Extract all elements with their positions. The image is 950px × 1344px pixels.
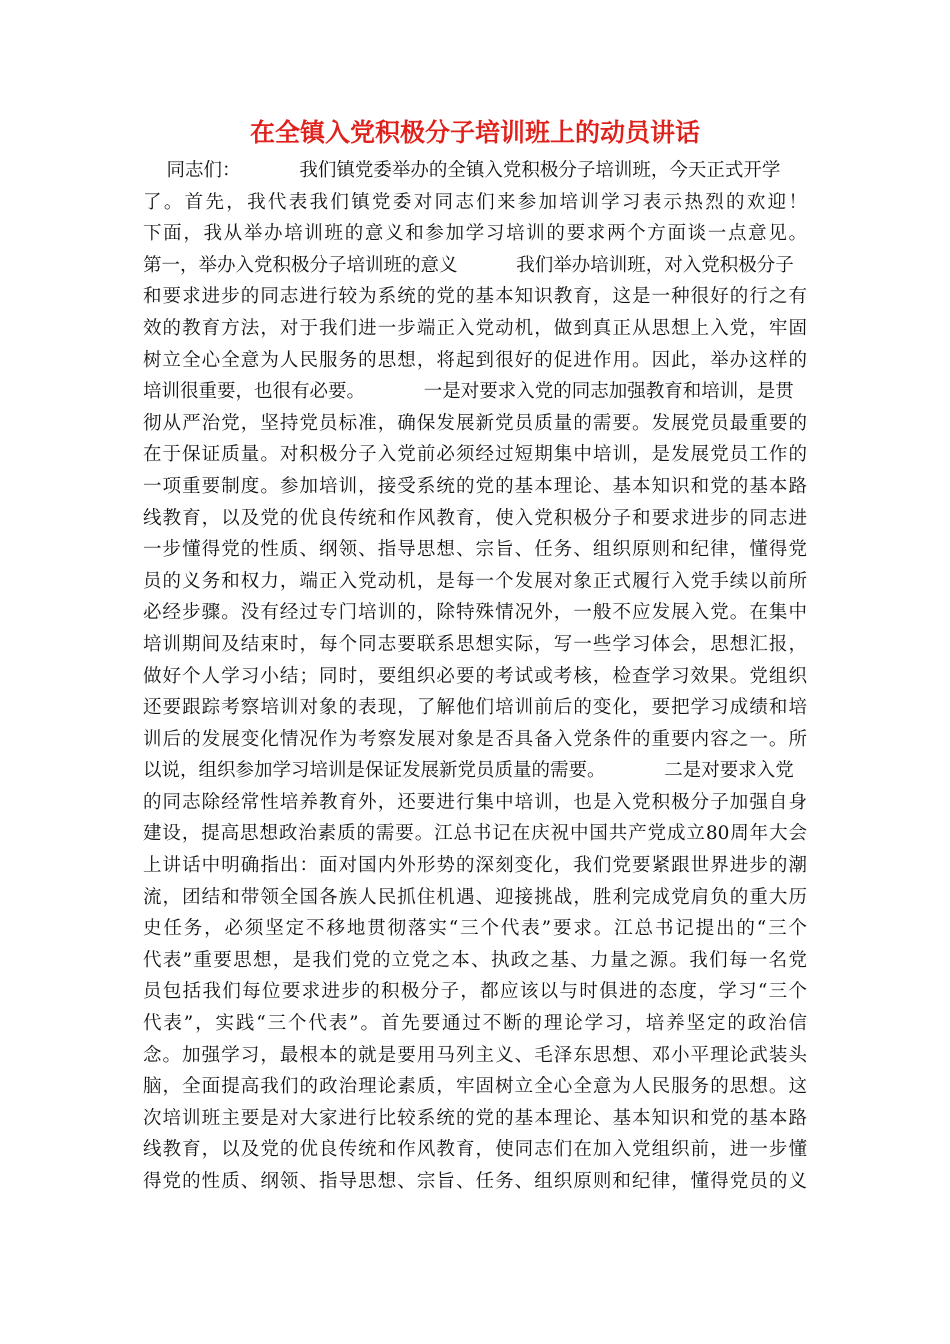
body-line: 线教育，以及党的优良传统和作风教育，使同志们在加入党组织前，进一步懂 <box>143 1139 807 1161</box>
body-line: 以说，组织参加学习培训是保证发展新党员质量的需要。 二是对要求入党 <box>143 760 794 782</box>
body-line: 在于保证质量。对积极分子入党前必须经过短期集中培训，是发展党员工作的 <box>143 444 807 466</box>
body-line: 效的教育方法，对于我们进一步端正入党动机，做到真正从思想上入党，牢固 <box>143 317 807 339</box>
body-line: 培训很重要，也很有必要。 一是对要求入党的同志加强教育和培训，是贯 <box>143 381 794 403</box>
body-line: 一项重要制度。参加培训，接受系统的党的基本理论、基本知识和党的基本路 <box>143 475 807 497</box>
body-line: 念。加强学习，最根本的就是要用马列主义、毛泽东思想、邓小平理论武装头 <box>143 1044 807 1066</box>
body-line: 员包括我们每位要求进步的积极分子，都应该以与时俱进的态度，学习“三个 <box>143 981 807 1003</box>
body-line: 树立全心全意为人民服务的思想，将起到很好的促进作用。因此，举办这样的 <box>143 349 807 371</box>
body-line: 一步懂得党的性质、纲领、指导思想、宗旨、任务、组织原则和纪律，懂得党 <box>143 539 807 561</box>
body-line: 建设，提高思想政治素质的需要。江总书记在庆祝中国共产党成立80周年大会 <box>143 823 807 845</box>
body-line: 培训期间及结束时，每个同志要联系思想实际，写一些学习体会，思想汇报， <box>143 633 807 655</box>
body-line: 和要求进步的同志进行较为系统的党的基本知识教育，这是一种很好的行之有 <box>143 286 807 308</box>
document-title: 在全镇入党积极分子培训班上的动员讲话 <box>249 118 700 147</box>
body-line: 线教育，以及党的优良传统和作风教育，使入党积极分子和要求进步的同志进 <box>143 507 807 529</box>
body-line: 同志们： 我们镇党委举办的全镇入党积极分子培训班，今天正式开学 <box>143 160 781 181</box>
body-line: 史任务，必须坚定不移地贯彻落实“三个代表”要求。江总书记提出的“三个 <box>143 918 807 940</box>
body-line: 训后的发展变化情况作为考察发展对象是否具备入党条件的重要内容之一。所 <box>143 728 807 750</box>
body-line: 流，团结和带领全国各族人民抓住机遇、迎接挑战，胜利完成党肩负的重大历 <box>143 886 807 908</box>
body-line: 上讲话中明确指出：面对国内外形势的深刻变化，我们党要紧跟世界进步的潮 <box>143 855 807 877</box>
body-line: 脑，全面提高我们的政治理论素质，牢固树立全心全意为人民服务的思想。这 <box>143 1076 807 1098</box>
body-line: 了。首先，我代表我们镇党委对同志们来参加培训学习表示热烈的欢迎！ <box>143 191 807 213</box>
document-body <box>143 155 807 1198</box>
body-line: 代表”，实践“三个代表”。首先要通过不断的理论学习，培养坚定的政治信 <box>143 1013 807 1035</box>
body-line: 还要跟踪考察培训对象的表现，了解他们培训前后的变化，要把学习成绩和培 <box>143 697 807 719</box>
body-line: 员的义务和权力，端正入党动机，是每一个发展对象正式履行入党手续以前所 <box>143 570 807 592</box>
body-line: 做好个人学习小结；同时，要组织必要的考试或考核，检查学习效果。党组织 <box>143 665 807 687</box>
body-line: 次培训班主要是对大家进行比较系统的党的基本理论、基本知识和党的基本路 <box>143 1107 807 1129</box>
body-line: 彻从严治党，坚持党员标准，确保发展新党员质量的需要。发展党员最重要的 <box>143 412 807 434</box>
body-line: 的同志除经常性培养教育外，还要进行集中培训，也是入党积极分子加强自身 <box>143 791 807 813</box>
body-line: 必经步骤。没有经过专门培训的，除特殊情况外，一般不应发展入党。在集中 <box>143 602 807 624</box>
body-line: 下面，我从举办培训班的意义和参加学习培训的要求两个方面谈一点意见。 <box>143 223 807 245</box>
body-line: 第一，举办入党积极分子培训班的意义 我们举办培训班，对入党积极分子 <box>143 254 794 276</box>
body-line: 得党的性质、纲领、指导思想、宗旨、任务、组织原则和纪律，懂得党员的义 <box>143 1171 807 1192</box>
body-line: 代表”重要思想，是我们党的立党之本、执政之基、力量之源。我们每一名党 <box>143 949 807 971</box>
